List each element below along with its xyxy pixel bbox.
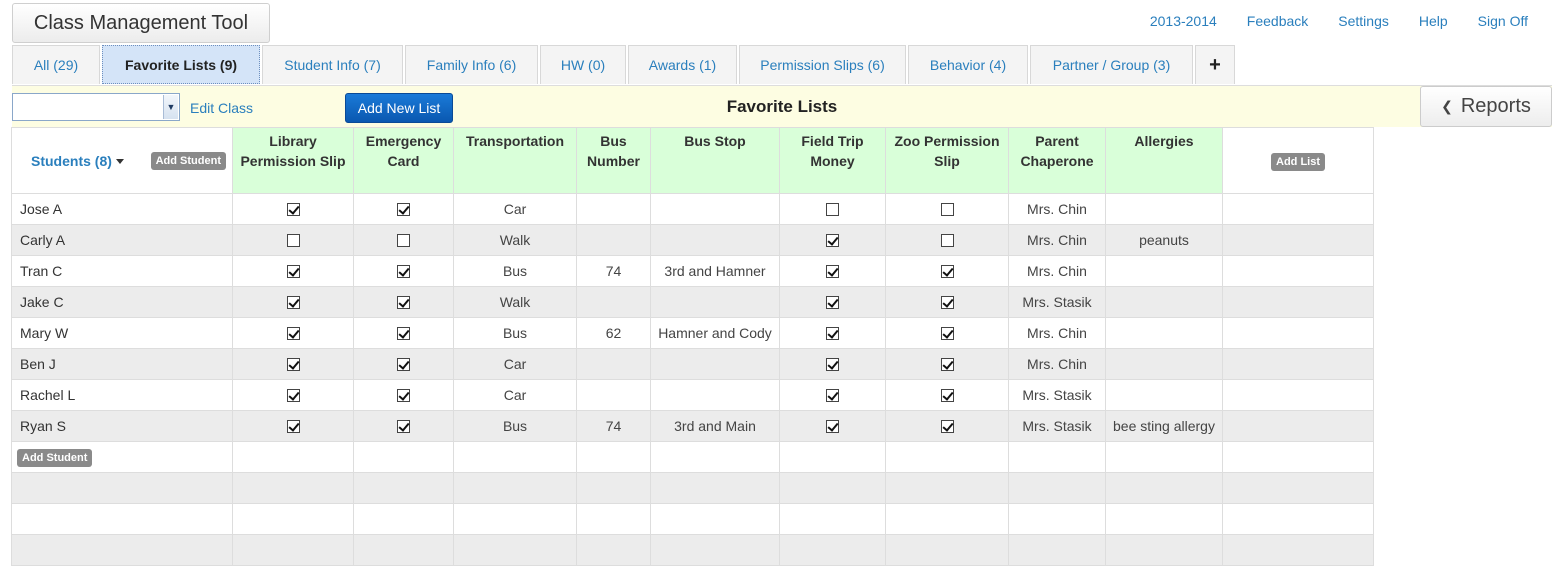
empty-cell [1223,442,1374,473]
empty-cell [1223,380,1374,411]
value-cell[interactable] [651,194,780,225]
checkbox[interactable] [941,234,954,247]
check-cell [780,225,886,256]
table-row [12,287,1374,318]
tab-student-info[interactable]: Student Info (7) [262,45,403,84]
check-cell [233,380,354,411]
empty-cell [233,504,354,535]
value-cell[interactable]: Mrs. Chin [1009,194,1106,225]
add-student-cell [12,442,233,473]
add-list-button[interactable]: Add List [1271,153,1325,171]
empty-cell [454,535,577,566]
checkbox[interactable] [941,389,954,402]
check-cell [780,349,886,380]
table-row [12,225,1374,256]
empty-cell [233,535,354,566]
table-row [12,349,1374,380]
value-cell[interactable]: Walk [454,287,577,318]
value-cell[interactable] [577,380,651,411]
tab-permission-slips[interactable]: Permission Slips (6) [739,45,906,84]
value-cell[interactable] [1106,349,1223,380]
empty-cell [1223,256,1374,287]
check-cell [233,318,354,349]
checkbox[interactable] [397,265,410,278]
empty-cell [1223,473,1374,504]
checkbox[interactable] [397,327,410,340]
value-cell[interactable]: 74 [577,411,651,442]
value-cell[interactable]: Mrs. Stasik [1009,380,1106,411]
tab-behavior[interactable]: Behavior (4) [908,45,1028,84]
table-row [12,256,1374,287]
value-cell[interactable] [577,194,651,225]
value-cell[interactable] [577,287,651,318]
check-cell [233,225,354,256]
student-name[interactable]: Ben J [12,349,233,380]
empty-cell [780,442,886,473]
empty-cell [1223,225,1374,256]
school-year-link[interactable]: 2013-2014 [1149,13,1217,29]
check-cell [780,318,886,349]
checkbox[interactable] [826,296,839,309]
check-cell [354,411,454,442]
value-cell[interactable]: Bus [454,256,577,287]
check-cell [233,411,354,442]
value-cell[interactable]: Bus [454,411,577,442]
table-row [12,318,1374,349]
empty-cell [780,473,886,504]
add-list-header-cell [1223,128,1374,194]
checkbox[interactable] [287,234,300,247]
column-header[interactable]: Emergency Card [354,128,454,194]
checkbox[interactable] [397,203,410,216]
table-body [12,194,1374,566]
empty-cell [780,504,886,535]
table-header-row [12,128,1374,194]
checkbox[interactable] [397,296,410,309]
student-name[interactable]: Tran C [12,256,233,287]
empty-cell [354,535,454,566]
class-select[interactable] [12,93,180,121]
empty-cell [1223,194,1374,225]
check-cell [886,318,1009,349]
feedback-link[interactable]: Feedback [1246,13,1309,29]
value-cell[interactable] [651,225,780,256]
empty-cell [1106,473,1223,504]
empty-cell [1223,504,1374,535]
tab-family-info[interactable]: Family Info (6) [405,45,538,84]
checkbox[interactable] [941,203,954,216]
checkbox[interactable] [826,327,839,340]
column-header[interactable]: Bus Stop [651,128,780,194]
empty-cell [454,473,577,504]
table-row [12,535,1374,566]
checkbox[interactable] [287,327,300,340]
empty-cell [1009,504,1106,535]
empty-cell [1009,535,1106,566]
student-name[interactable]: Rachel L [12,380,233,411]
check-cell [354,287,454,318]
value-cell[interactable]: Mrs. Chin [1009,318,1106,349]
chevron-left-icon: ❮ [1441,98,1453,114]
value-cell[interactable]: Car [454,380,577,411]
check-cell [780,287,886,318]
reports-label: Reports [1460,95,1531,117]
value-cell[interactable] [651,380,780,411]
students-header-cell [12,128,233,194]
value-cell[interactable]: 74 [577,256,651,287]
empty-cell [1106,535,1223,566]
empty-cell [577,442,651,473]
empty-cell [577,535,651,566]
value-cell[interactable]: Car [454,194,577,225]
check-cell [354,194,454,225]
students-dropdown[interactable] [31,151,124,171]
empty-cell [454,504,577,535]
checkbox[interactable] [826,265,839,278]
check-cell [886,225,1009,256]
checkbox[interactable] [397,389,410,402]
checkbox[interactable] [941,358,954,371]
check-cell [780,194,886,225]
value-cell[interactable]: 62 [577,318,651,349]
empty-cell [354,504,454,535]
value-cell[interactable]: Mrs. Chin [1009,349,1106,380]
check-cell [780,411,886,442]
chevron-down-icon[interactable]: ▼ [163,95,178,119]
value-cell[interactable]: Mrs. Stasik [1009,411,1106,442]
checkbox[interactable] [826,203,839,216]
check-cell [354,380,454,411]
student-name[interactable]: Jake C [12,287,233,318]
check-cell [886,256,1009,287]
value-cell[interactable] [651,287,780,318]
check-cell [886,380,1009,411]
table-row [12,442,1374,473]
checkbox[interactable] [941,327,954,340]
tab-partner-group[interactable]: Partner / Group (3) [1030,45,1193,84]
table-row [12,504,1374,535]
checkbox[interactable] [941,265,954,278]
check-cell [354,349,454,380]
value-cell[interactable] [577,225,651,256]
sign-off-link[interactable]: Sign Off [1477,13,1528,29]
tab-hw[interactable]: HW (0) [540,45,626,84]
empty-cell [1106,442,1223,473]
add-student-button[interactable]: Add Student [17,449,92,467]
check-cell [886,411,1009,442]
empty-cell [577,473,651,504]
value-cell[interactable]: Mrs. Stasik [1009,287,1106,318]
checkbox[interactable] [826,358,839,371]
checkbox[interactable] [287,358,300,371]
empty-cell [651,473,780,504]
checkbox[interactable] [941,420,954,433]
student-name[interactable]: Carly A [12,225,233,256]
checkbox[interactable] [397,420,410,433]
checkbox[interactable] [826,234,839,247]
tab-favorite-lists[interactable]: Favorite Lists (9) [102,45,260,84]
check-cell [886,287,1009,318]
check-cell [233,194,354,225]
student-name[interactable]: Mary W [12,318,233,349]
table-row [12,473,1374,504]
add-new-list-button[interactable]: Add New List [345,93,453,123]
value-cell[interactable] [1106,380,1223,411]
edit-class-link[interactable]: Edit Class [190,100,254,116]
empty-cell [1223,318,1374,349]
page-title: Favorite Lists [726,97,838,116]
empty-cell [886,473,1009,504]
checkbox[interactable] [287,203,300,216]
empty-cell [651,535,780,566]
checkbox[interactable] [287,265,300,278]
tab-all[interactable]: All (29) [12,45,100,84]
favorite-lists-table [11,127,1374,566]
value-cell[interactable]: Hamner and Cody [651,318,780,349]
column-header[interactable]: Zoo Permission Slip [886,128,1009,194]
empty-cell [651,504,780,535]
empty-cell [886,442,1009,473]
check-cell [780,256,886,287]
table-row [12,380,1374,411]
value-cell[interactable] [577,349,651,380]
add-student-header-button[interactable]: Add Student [151,152,226,170]
app-title[interactable]: Class Management Tool [12,3,270,43]
column-header[interactable]: Field Trip Money [780,128,886,194]
empty-cell [780,535,886,566]
empty-cell [233,442,354,473]
empty-cell [651,442,780,473]
empty-cell [886,504,1009,535]
tab-awards[interactable]: Awards (1) [628,45,737,84]
reports-button[interactable] [1420,86,1552,127]
checkbox[interactable] [287,389,300,402]
settings-link[interactable]: Settings [1338,13,1389,29]
check-cell [233,287,354,318]
value-cell[interactable] [1106,194,1223,225]
student-name[interactable]: Jose A [12,194,233,225]
column-header[interactable]: Transportation [454,128,577,194]
checkbox[interactable] [826,420,839,433]
value-cell[interactable] [1106,318,1223,349]
value-cell[interactable] [651,349,780,380]
empty-cell [12,504,233,535]
students-header-label: Students (8) [31,152,112,169]
empty-cell [577,504,651,535]
check-cell [354,225,454,256]
check-cell [354,256,454,287]
empty-cell [354,442,454,473]
checkbox[interactable] [397,358,410,371]
add-tab-button[interactable]: + [1195,45,1235,84]
empty-cell [1009,442,1106,473]
empty-cell [1009,473,1106,504]
check-cell [886,194,1009,225]
table-row [12,194,1374,225]
value-cell[interactable]: Bus [454,318,577,349]
column-header[interactable]: Bus Number [577,128,651,194]
value-cell[interactable]: Mrs. Chin [1009,256,1106,287]
value-cell[interactable]: 3rd and Main [651,411,780,442]
value-cell[interactable]: peanuts [1106,225,1223,256]
value-cell[interactable] [1106,256,1223,287]
value-cell[interactable]: Car [454,349,577,380]
checkbox[interactable] [287,420,300,433]
empty-cell [454,442,577,473]
check-cell [233,349,354,380]
column-header[interactable]: Library Permission Slip [233,128,354,194]
empty-cell [12,473,233,504]
check-cell [354,318,454,349]
student-name[interactable]: Ryan S [12,411,233,442]
empty-cell [12,535,233,566]
checkbox[interactable] [397,234,410,247]
empty-cell [1223,349,1374,380]
top-nav [1150,13,1528,29]
table-row [12,411,1374,442]
empty-cell [233,473,354,504]
check-cell [233,256,354,287]
check-cell [886,349,1009,380]
checkbox[interactable] [941,296,954,309]
list-toolbar [12,85,1552,127]
value-cell[interactable]: 3rd and Hamner [651,256,780,287]
checkbox[interactable] [287,296,300,309]
empty-cell [1106,504,1223,535]
empty-cell [354,473,454,504]
value-cell[interactable]: Mrs. Chin [1009,225,1106,256]
check-cell [780,380,886,411]
empty-cell [1223,535,1374,566]
empty-cell [886,535,1009,566]
empty-cell [1223,411,1374,442]
empty-cell [1223,287,1374,318]
column-header[interactable]: Parent Chaperone [1009,128,1106,194]
caret-down-icon [116,159,124,164]
value-cell[interactable]: Walk [454,225,577,256]
tab-bar [12,45,1237,85]
value-cell[interactable] [1106,287,1223,318]
column-header[interactable]: Allergies [1106,128,1223,194]
value-cell[interactable]: bee sting allergy [1106,411,1223,442]
checkbox[interactable] [826,389,839,402]
help-link[interactable]: Help [1418,13,1448,29]
